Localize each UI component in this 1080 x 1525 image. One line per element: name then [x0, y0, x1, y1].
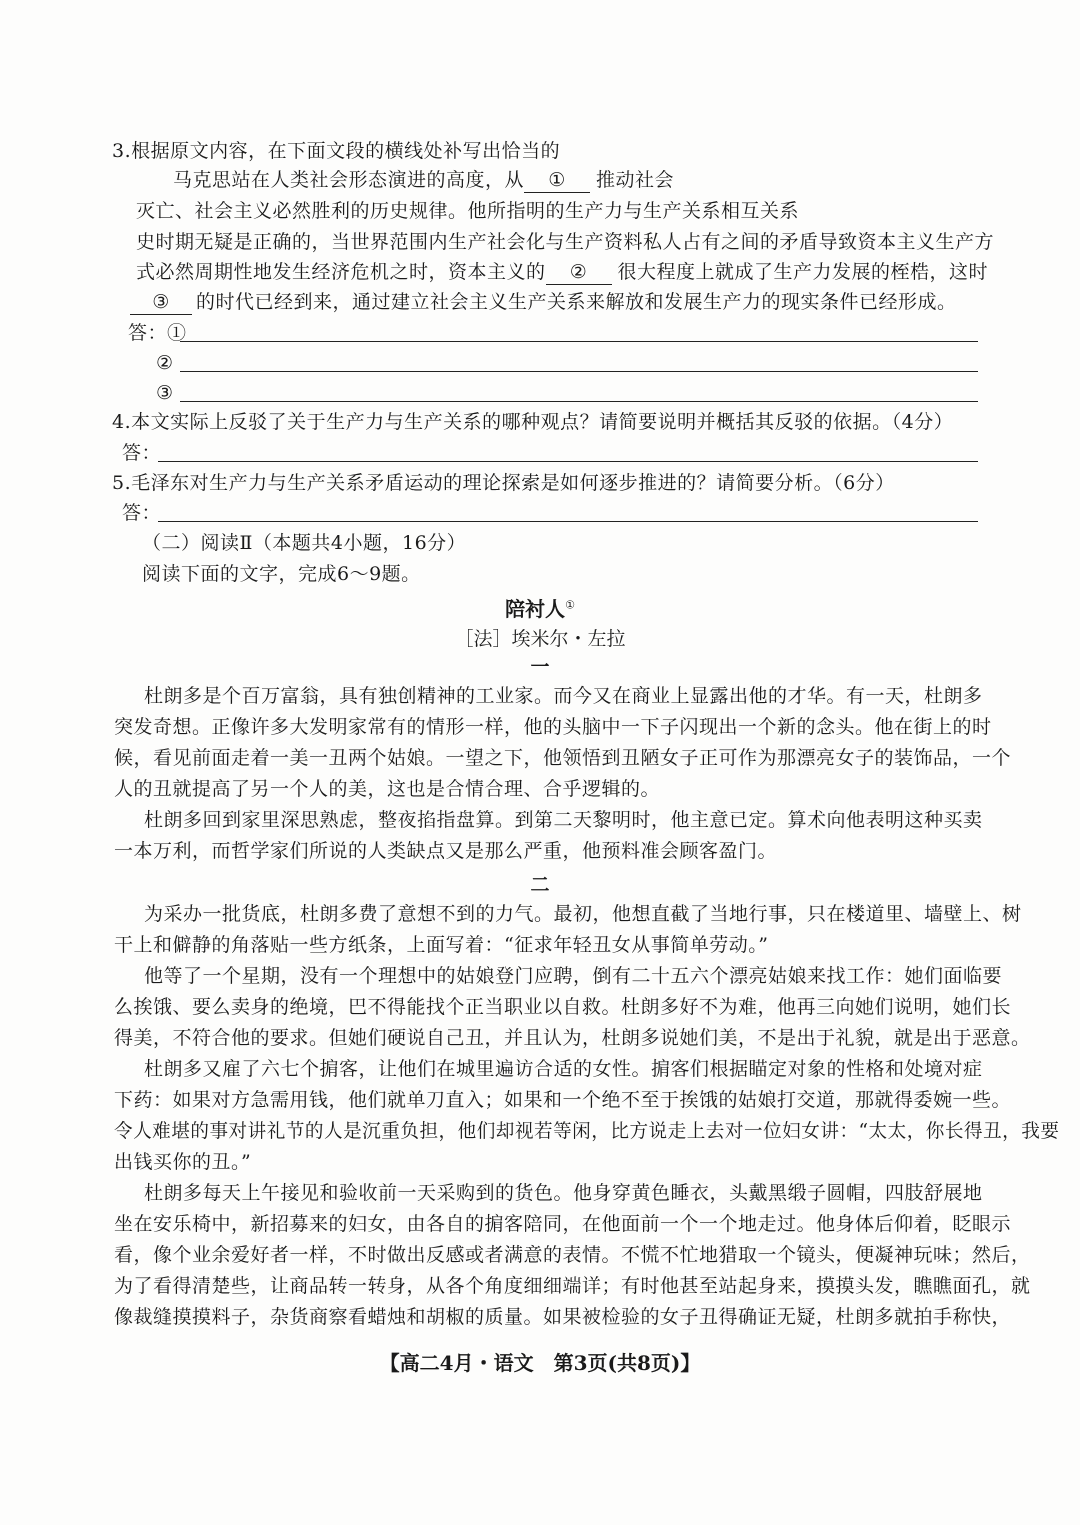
story-author: ［法］埃米尔・左拉	[454, 628, 626, 650]
q3-para-text: 马克思站在人类社会形态演进的高度，从	[173, 169, 525, 191]
story-p5-line-4: 出钱买你的丑。”	[114, 1151, 252, 1173]
story-p1-line-1: 杜朗多是个百万富翁，具有独创精神的工业家。而今又在商业上显露出他的才华。有一天，杜朗多	[144, 685, 983, 707]
q3-answer-line-3[interactable]	[180, 401, 978, 402]
q3-answer-label-1: 答：①	[128, 322, 187, 344]
q3-answer-label-3: ③	[156, 382, 174, 404]
story-p6-line-5: 像裁缝摸摸料子，杂货商察看蜡烛和胡椒的质量。如果被检验的女子丑得确证无疑，杜朗多就拍手称快，	[114, 1306, 1012, 1328]
story-p6-line-4: 为了看得清楚些，让商品转一转身，从各个角度细细端详；有时他甚至站起身来，摸摸头发，瞧瞧面孔，就	[114, 1275, 1031, 1297]
story-p1-line-4: 人的丑就提高了另一个人的美，这也是合情合理、合乎逻辑的。	[114, 778, 661, 800]
page-footer: 【高二4月・语文 第3页(共8页)】	[379, 1351, 701, 1375]
q3-answer-label-2: ②	[156, 352, 174, 374]
section-instruction: 阅读下面的文字，完成6～9题。	[142, 563, 421, 585]
q3-para-line-5	[130, 290, 957, 315]
story-p3-line-1: 为采办一批货底，杜朗多费了意想不到的力气。最初，他想直截了当地行事，只在楼道里、墙壁上、树	[144, 903, 1022, 925]
story-p6-line-2: 坐在安乐椅中，新招募来的妇女，由各自的掮客陪同，在他面前一个一个地走过。他身体后仰着，眨眼示	[114, 1213, 1012, 1235]
q3-blank-3: ③	[130, 290, 192, 315]
story-part-1: 一	[530, 656, 550, 678]
q5-answer-label: 答：	[122, 502, 162, 524]
story-part-2: 二	[530, 874, 550, 896]
story-p5-line-1: 杜朗多又雇了六七个掮客，让他们在城里遍访合适的女性。掮客们根据瞄定对象的性格和处境对症	[144, 1058, 983, 1080]
q3-answer-line-2[interactable]	[180, 371, 978, 372]
story-p2-line-2: 一本万利，而哲学家们所说的人类缺点又是那么严重，他预料准会顾客盈门。	[114, 840, 778, 862]
story-p1-line-2: 突发奇想。正像许多大发明家常有的情形一样，他的头脑中一下子闪现出一个新的念头。他在街上的时	[114, 716, 992, 738]
q3-para-text: 式必然周期性地发生经济危机之时，资本主义的	[136, 261, 546, 283]
story-p1-line-3: 候，看见前面走着一美一丑两个姑娘。一望之下，他领悟到丑陋女子正可作为那漂亮女子的装饰品，一个	[114, 747, 1012, 769]
story-title-text: 陪衬人	[505, 597, 566, 621]
story-title	[0, 593, 1080, 622]
q3-para-text: 推动社会	[596, 169, 675, 191]
story-p3-line-2: 干上和僻静的角落贴一些方纸条，上面写着：“征求年轻丑女从事简单劳动。”	[114, 934, 769, 956]
q3-para-line-4	[136, 260, 988, 285]
q4-answer-line[interactable]	[158, 461, 978, 462]
q3-para-line-2: 灭亡、社会主义必然胜利的历史规律。他所指明的生产力与生产关系相互关系	[136, 200, 800, 222]
story-p2-line-1: 杜朗多回到家里深思熟虑，整夜掐指盘算。到第二天黎明时，他主意已定。算术向他表明这种买卖	[144, 809, 983, 831]
story-p6-line-3: 看，像个业余爱好者一样，不时做出反感或者满意的表情。不慌不忙地猎取一个镜头，便凝神玩味；然后，	[114, 1244, 1031, 1266]
q3-blank-2: ②	[546, 260, 612, 285]
story-p5-line-2: 下药：如果对方急需用钱，他们就单刀直入；如果和一个绝不至于挨饿的姑娘打交道，那就得委婉一些。	[114, 1089, 1012, 1111]
q3-answer-line-1[interactable]	[180, 341, 978, 342]
q3-para-text: 很大程度上就成了生产力发展的桎梏，这时	[617, 261, 989, 283]
story-p4-line-2: 么挨饿、要么卖身的绝境，巴不得能找个正当职业以自救。杜朗多好不为难，他再三向她们说明，她们长	[114, 996, 1012, 1018]
q3-para-line-3: 史时期无疑是正确的，当世界范围内生产社会化与生产资料私人占有之间的矛盾导致资本主义生产方	[136, 231, 995, 253]
q5-stem: 5.毛泽东对生产力与生产关系矛盾运动的理论探索是如何逐步推进的？请简要分析。（6分）	[112, 472, 895, 494]
q3-para-text: 的时代已经到来，通过建立社会主义生产关系来解放和发展生产力的现实条件已经形成。	[196, 291, 957, 313]
q3-blank-1: ①	[524, 168, 590, 193]
q4-stem: 4.本文实际上反驳了关于生产力与生产关系的哪种观点？请简要说明并概括其反驳的依据。（4分）	[112, 411, 954, 433]
story-p6-line-1: 杜朗多每天上午接见和验收前一天采购到的货色。他身穿黄色睡衣，头戴黑缎子圆帽，四肢舒展地	[144, 1182, 983, 1204]
q5-answer-line[interactable]	[158, 521, 978, 522]
q3-para-line-1	[173, 168, 674, 193]
section-heading: （二）阅读Ⅱ（本题共4小题，16分）	[142, 532, 467, 554]
story-title-note: ①	[565, 598, 575, 612]
story-p4-line-3: 得美，不符合他的要求。但她们硬说自己丑，并且认为，杜朗多说她们美，不是出于礼貌，就是出于恶意。	[114, 1027, 1031, 1049]
q4-answer-label: 答：	[122, 442, 162, 464]
q3-stem: 3.根据原文内容，在下面文段的横线处补写出恰当的	[112, 140, 561, 162]
story-p4-line-1: 他等了一个星期，没有一个理想中的姑娘登门应聘，倒有二十五六个漂亮姑娘来找工作：她们面临要	[144, 965, 1003, 987]
story-p5-line-3: 令人难堪的事对讲礼节的人是沉重负担，他们却视若等闲，比方说走上去对一位妇女讲：“太太，你长得丑，我要	[114, 1120, 1060, 1142]
